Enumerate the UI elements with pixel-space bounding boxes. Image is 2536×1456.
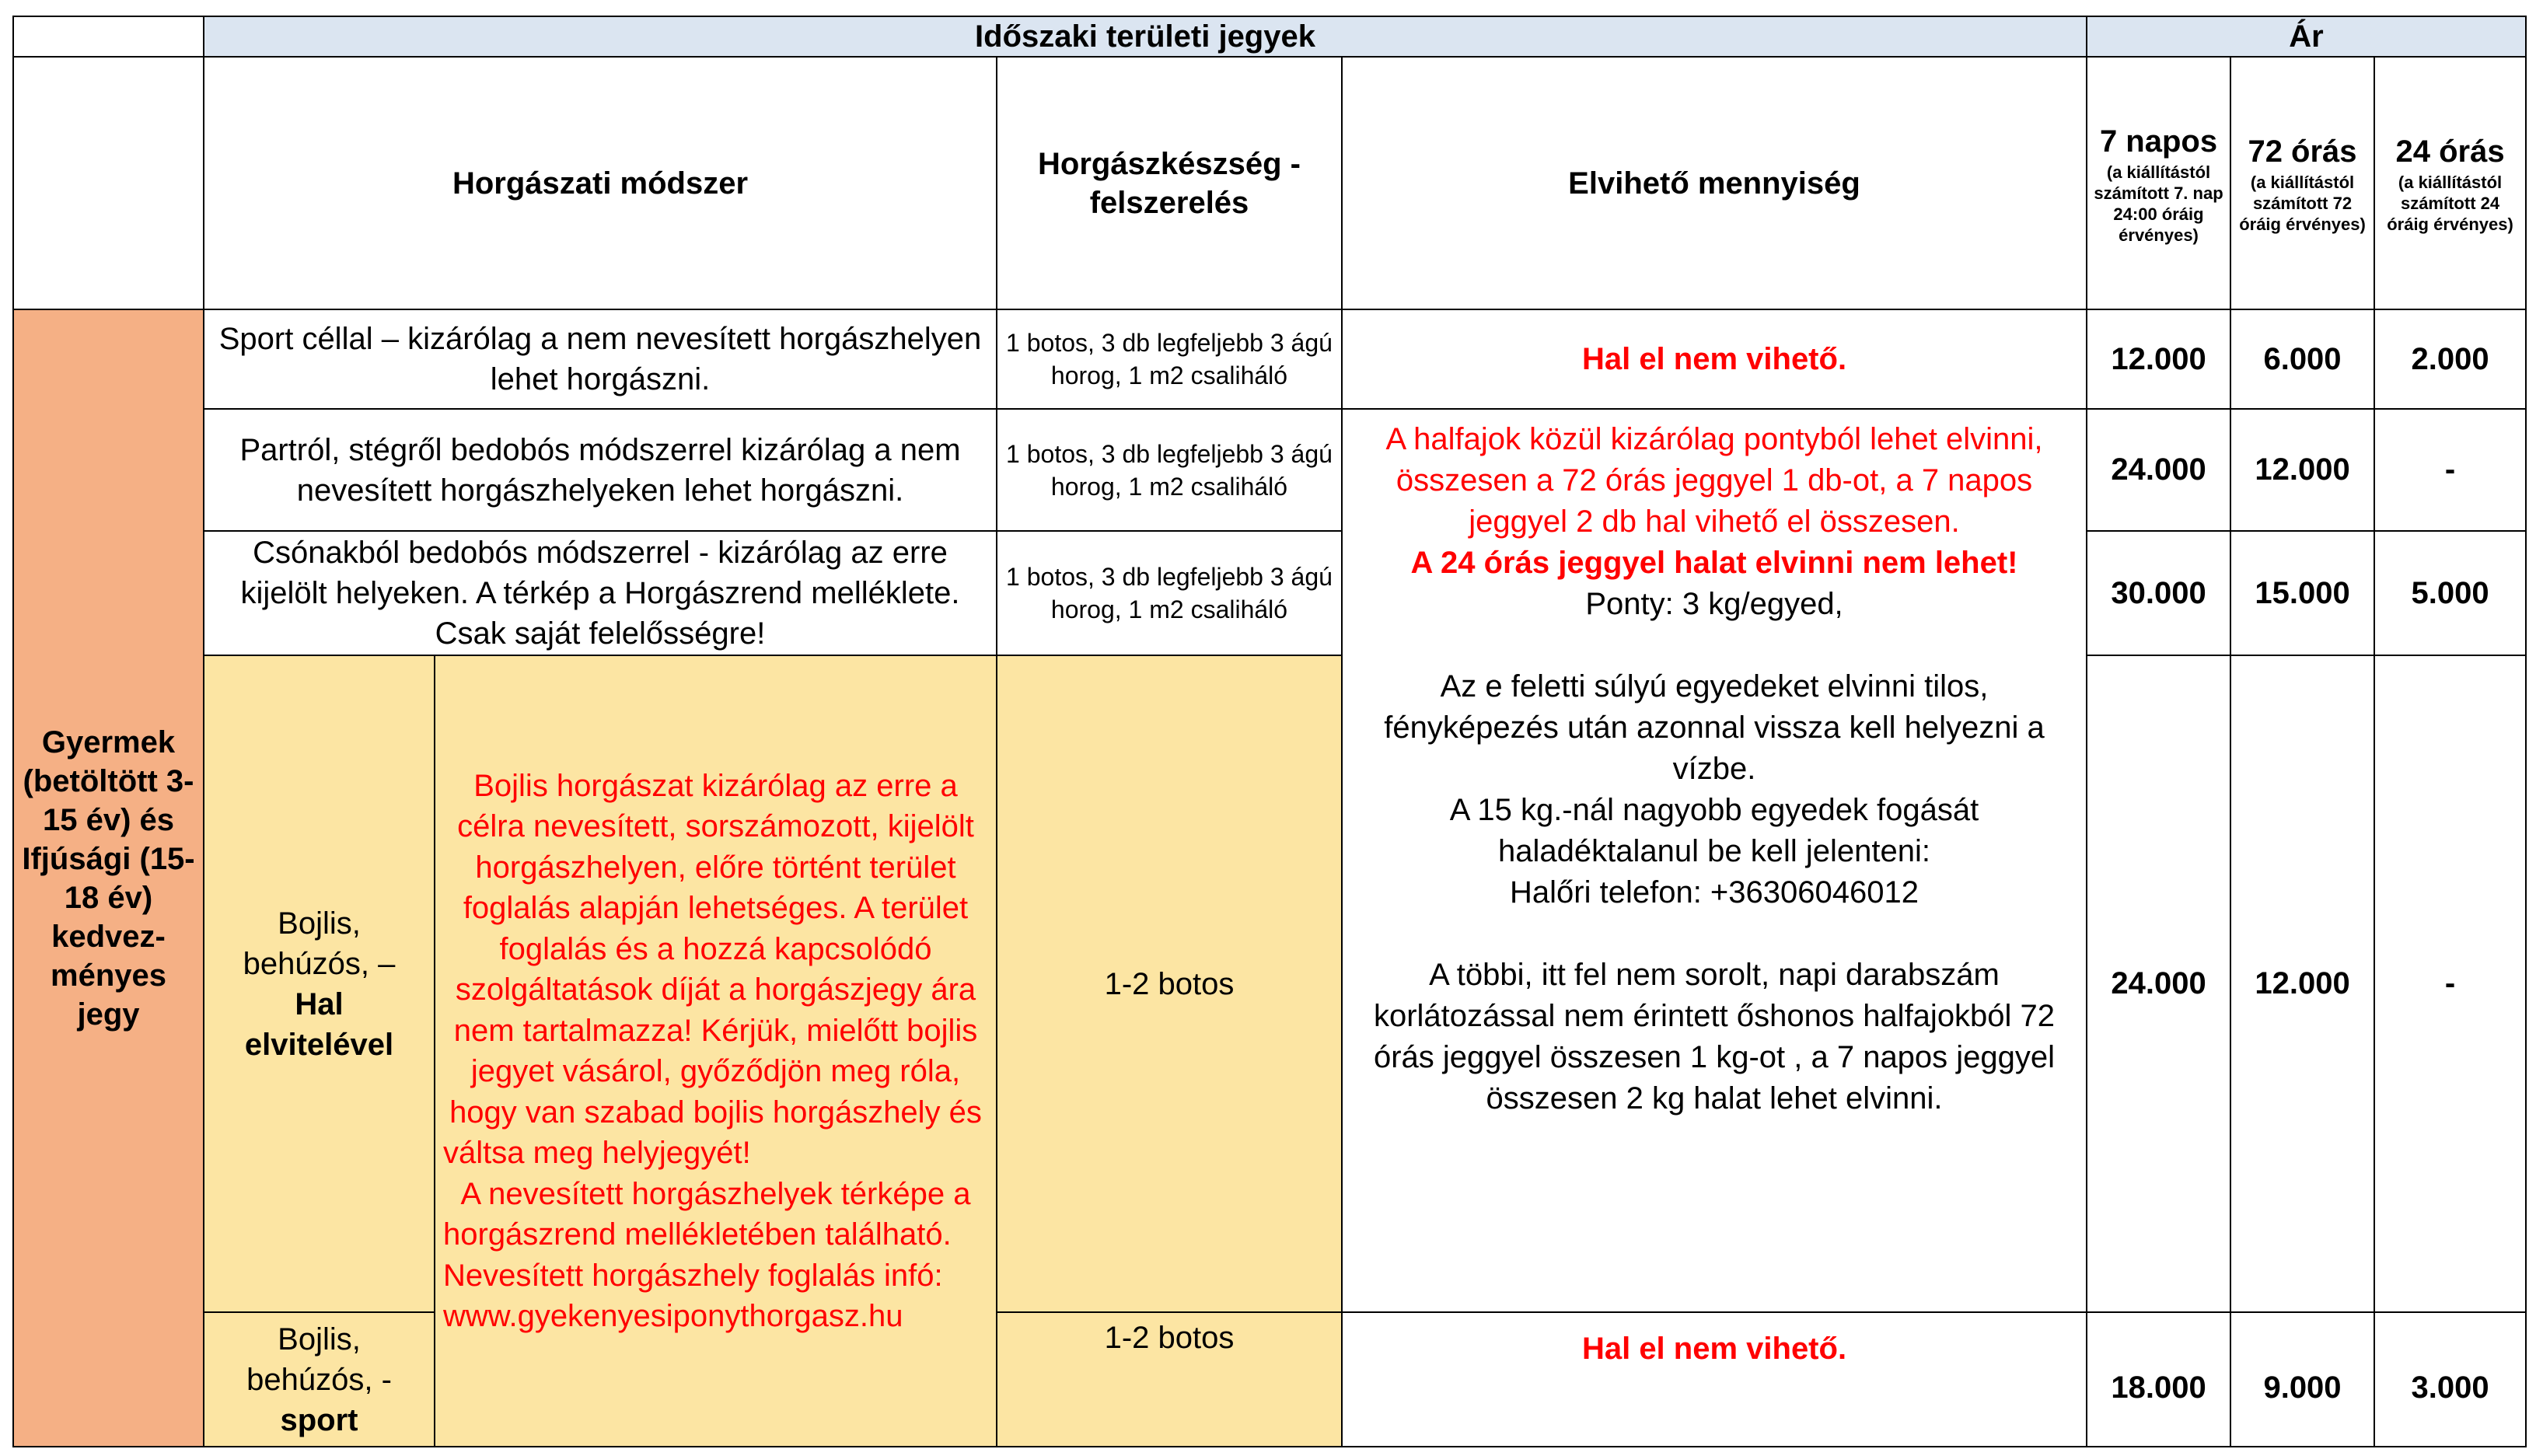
equipment-cell: 1 botos, 3 db legfeljebb 3 ágú horog, 1 m2 csaliháló (997, 531, 1342, 655)
price-24-cell: - (2374, 655, 2526, 1312)
equipment-cell: 1 botos, 3 db legfeljebb 3 ágú horog, 1 m2 csaliháló (997, 309, 1342, 409)
method-line: behúzós, – (243, 946, 396, 981)
price-24-note: (a kiállítástól számított 24 óráig érvényes) (2387, 173, 2513, 234)
equipment-cell: 1 botos, 3 db legfeljebb 3 ágú horog, 1 m2 csaliháló (997, 409, 1342, 531)
warden-phone: Halőri telefon: +36306046012 (1510, 875, 1919, 910)
column-price-7 (2087, 57, 2230, 309)
price-72-title: 72 órás (2248, 134, 2357, 169)
price-title: Ár (2087, 16, 2526, 57)
boilie-booking-info: Nevesített horgászhely foglalás infó: (443, 1258, 943, 1293)
spacer (1354, 625, 2075, 666)
column-header-row (13, 57, 2526, 309)
price-72-cell: 9.000 (2230, 1312, 2374, 1447)
quantity-24h-warning: A 24 órás jeggyel halat elvinni nem lehet! (1410, 546, 2018, 580)
corner-cell-2 (13, 57, 204, 309)
ticket-price-table (12, 16, 2527, 1447)
quantity-report-rule: A 15 kg.-nál nagyobb egyedek fogását haladéktalanul be kell jelenteni: (1449, 793, 1979, 868)
category-cell: Gyermek (betöltött 3-15 év) és Ifjúsági (15-18 év) kedvez-ményes jegy (13, 309, 204, 1447)
column-quantity: Elvihető mennyiség (1342, 57, 2087, 309)
spacer (1354, 913, 2075, 955)
price-72-cell: 15.000 (2230, 531, 2374, 655)
quantity-release-rule: Az e feletti súlyú egyedeket elvinni tilos, fényképezés után azonnal vissza kell helyezni a vízbe. (1384, 669, 2045, 786)
price-7-note: (a kiállítástól számított 7. nap 24:00 óráig érvényes) (2094, 162, 2223, 245)
table-row (13, 655, 2526, 1312)
price-24-cell: - (2374, 409, 2526, 531)
method-cell (204, 1312, 435, 1447)
method-line: behúzós, - (246, 1362, 392, 1397)
method-cell: Sport céllal – kizárólag a nem nevesített horgászhelyen lehet horgászni. (204, 309, 997, 409)
method-line: Bojlis, (278, 906, 361, 941)
method-cell: Partról, stégről bedobós módszerrel kizárólag a nem nevesített horgászhelyeken lehet horgászni. (204, 409, 997, 531)
quantity-carp-rule: A halfajok közül kizárólag pontyból lehet elvinni, összesen a 72 órás jeggyel 1 db-ot, a 7 napos jeggyel 2 db hal vihető el összesen. (1385, 422, 2043, 539)
price-24-title: 24 órás (2395, 134, 2505, 169)
price-7-title: 7 napos (2099, 124, 2218, 159)
price-72-cell: 12.000 (2230, 655, 2374, 1312)
column-price-72 (2230, 57, 2374, 309)
price-72-cell: 12.000 (2230, 409, 2374, 531)
table-row (13, 1312, 2526, 1447)
price-7-cell: 30.000 (2087, 531, 2230, 655)
method-cell: Csónakból bedobós módszerrel - kizárólag az erre kijelölt helyeken. A térkép a Horgászrend melléklete. Csak saját felelősségre! (204, 531, 997, 655)
method-cell (204, 655, 435, 1312)
table-row (13, 531, 2526, 655)
price-7-cell: 18.000 (2087, 1312, 2230, 1447)
equipment-cell: 1-2 botos (997, 655, 1342, 1312)
quantity-other-species: A többi, itt fel nem sorolt, napi darabszám korlátozással nem érintett őshonos halfajokból 72 órás jeggyel összesen 1 kg-ot , a 7 napos jeggyel összesen 2 kg halat lehet elvinni. (1373, 958, 2056, 1116)
boilie-rules-text: Bojlis horgászat kizárólag az erre a célra nevesített, sorszámozott, kijelölt horgászhelyen, előre történt terület foglalás alapján lehetséges. A terület foglalás és a hozzá kapcsolódó szolgáltatások díját a horgászjegy ára nem tartalmazza! Kérjük, mielőtt bojlis jegyet vásárol, győződjön meg róla, hogy van szabad bojlis horgászhely és váltsa meg helyjegyét! (443, 768, 982, 1170)
price-7-cell: 24.000 (2087, 655, 2230, 1312)
quantity-cell: Hal el nem vihető. (1342, 309, 2087, 409)
quantity-cell: Hal el nem vihető. (1342, 1312, 2087, 1447)
price-7-cell: 24.000 (2087, 409, 2230, 531)
column-equipment-line2: felszerelés (1089, 185, 1249, 220)
table-row (13, 309, 2526, 409)
column-equipment-line1: Horgászkészség - (1038, 146, 1301, 181)
method-emphasis: Hal elvitelével (244, 986, 394, 1062)
price-72-note: (a kiállítástól számított 72 óráig érvényes) (2239, 173, 2366, 234)
quantity-shared-cell (1342, 409, 2087, 1312)
price-72-cell: 6.000 (2230, 309, 2374, 409)
column-price-24 (2374, 57, 2526, 309)
table-title: Időszaki területi jegyek (204, 16, 2087, 57)
equipment-cell: 1-2 botos (997, 1312, 1342, 1447)
boilie-rules-cell (435, 655, 997, 1447)
column-equipment (997, 57, 1342, 309)
price-24-cell: 5.000 (2374, 531, 2526, 655)
table-row (13, 409, 2526, 531)
header-row (13, 16, 2526, 57)
method-emphasis: sport (280, 1402, 358, 1437)
price-24-cell: 3.000 (2374, 1312, 2526, 1447)
method-line: Bojlis, (278, 1322, 361, 1356)
boilie-website-link[interactable]: www.gyekenyesiponythorgasz.hu (443, 1299, 903, 1333)
boilie-map-note: A nevesített horgászhelyek térképe a horgászrend mellékletében található. (443, 1176, 971, 1252)
corner-cell (13, 16, 204, 57)
column-method: Horgászati módszer (204, 57, 997, 309)
price-24-cell: 2.000 (2374, 309, 2526, 409)
quantity-carp-limit: Ponty: 3 kg/egyed, (1585, 587, 1843, 621)
price-7-cell: 12.000 (2087, 309, 2230, 409)
